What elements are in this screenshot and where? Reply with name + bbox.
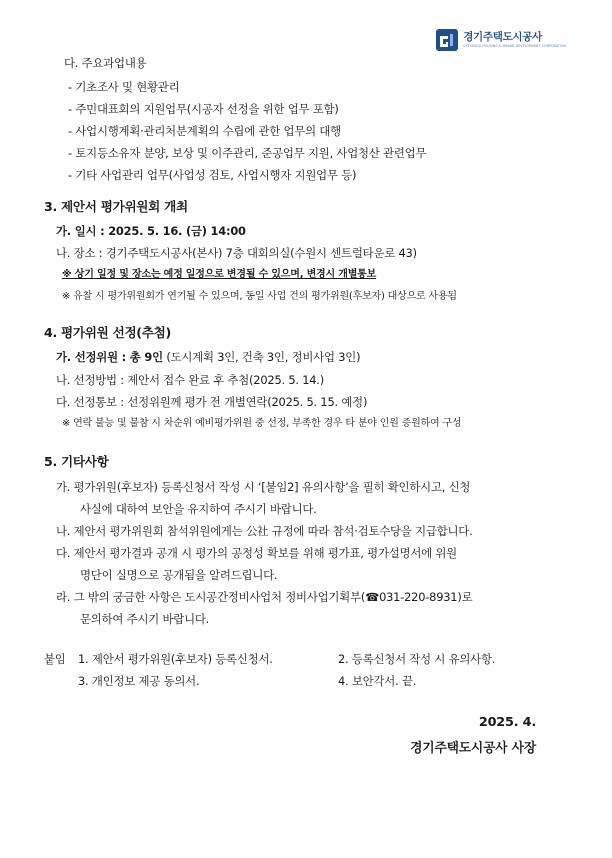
intro-title: 다. 주요과업내용 (64, 56, 147, 70)
section-5-heading: 5. 기타사항 (44, 454, 109, 469)
schedule-note: ※ 상기 일정 및 장소는 예정 일정으로 변경될 수 있으며, 변경시 개별통보 (62, 269, 377, 280)
logo (435, 28, 566, 52)
selection-count-bold: 가. 선정위원 : 총 9인 (56, 350, 163, 364)
selection-method: 나. 선정방법 : 제안서 접수 완료 후 추첨(2025. 5. 14.) (56, 373, 324, 387)
intro-item: - 기타 사업관리 업무(사업성 검토, 사업시행자 지원업무 등) (68, 168, 357, 182)
sign-date: 2025. 4. (478, 715, 536, 730)
sign-organization: 경기주택도시공사 사장 (410, 741, 536, 756)
attachment-label: 붙임 (44, 652, 66, 666)
schedule-note: ※ 유찰 시 평가위원회가 연기될 수 있으며, 동일 사업 건의 평가위원(후보자) 대상으로 사용됨 (62, 291, 457, 302)
gh-logo-icon (435, 28, 459, 52)
selection-notice: 다. 선정통보 : 선정위원께 평가 전 개별연락(2025. 5. 15. 예정) (56, 395, 368, 409)
section-3-heading: 3. 제안서 평가위원회 개최 (44, 199, 188, 214)
other-item-cont: 문의하여 주시기 바랍니다. (80, 612, 210, 626)
intro-item: - 토지등소유자 분양, 보상 및 이주관리, 준공업무 지원, 사업청산 관련업무 (68, 146, 427, 160)
other-item: 나. 제안서 평가위원회 참석위원에게는 公社 규정에 따라 참석·검토수당을 지급합니다. (56, 524, 473, 538)
attachment-item: 1. 제안서 평가위원(후보자) 등록신청서. (78, 652, 273, 666)
other-item-cont: 사실에 대하여 보안을 유지하여 주시기 바랍니다. (80, 502, 317, 516)
logo-subtitle: GYEONGGI HOUSING & URBAN DEVELOPMENT CORPORATION (463, 43, 566, 48)
attachment-item: 4. 보안각서. 끝. (338, 674, 417, 688)
intro-item: - 기초조사 및 현황관리 (68, 80, 180, 94)
schedule-place: 나. 장소 : 경기주택도시공사(본사) 7층 대회의실(수원시 센트럴타운로 43) (56, 246, 417, 260)
other-item: 다. 제안서 평가결과 공개 시 평가의 공정성 확보를 위해 평가표, 평가설명서에 위원 (56, 546, 457, 560)
schedule-date: 가. 일시 : 2025. 5. 16. (금) 14:00 (56, 224, 246, 238)
intro-item: - 사업시행계획·관리처분계획의 수립에 관한 업무의 대행 (68, 124, 341, 138)
logo-name: 경기주택도시공사 (463, 31, 542, 44)
attachment-item: 3. 개인정보 제공 동의서. (78, 674, 200, 688)
selection-count (56, 350, 360, 364)
selection-count-detail: (도시계획 3인, 건축 3인, 정비사업 3인) (162, 350, 361, 364)
other-item: 가. 평가위원(후보자) 등록신청서 작성 시 ‘[붙임2] 유의사항’을 필히 확인하시고, 신청 (56, 480, 471, 494)
other-item-cont: 명단이 실명으로 공개됨을 알려드립니다. (80, 568, 278, 582)
intro-item: - 주민대표회의 지원업무(시공자 선정을 위한 업무 포함) (68, 102, 339, 116)
other-item: 라. 그 밖의 궁금한 사항은 도시공간정비사업처 정비사업기획부(☎031-220-8931)로 (56, 590, 473, 604)
section-4-heading: 4. 평가위원 선정(추첨) (44, 325, 171, 340)
selection-note: ※ 연락 불능 및 불참 시 차순위 예비평가위원 중 선정, 부족한 경우 타 분야 인원 증원하여 구성 (62, 418, 462, 429)
attachment-item: 2. 등록신청서 작성 시 유의사항. (338, 652, 496, 666)
